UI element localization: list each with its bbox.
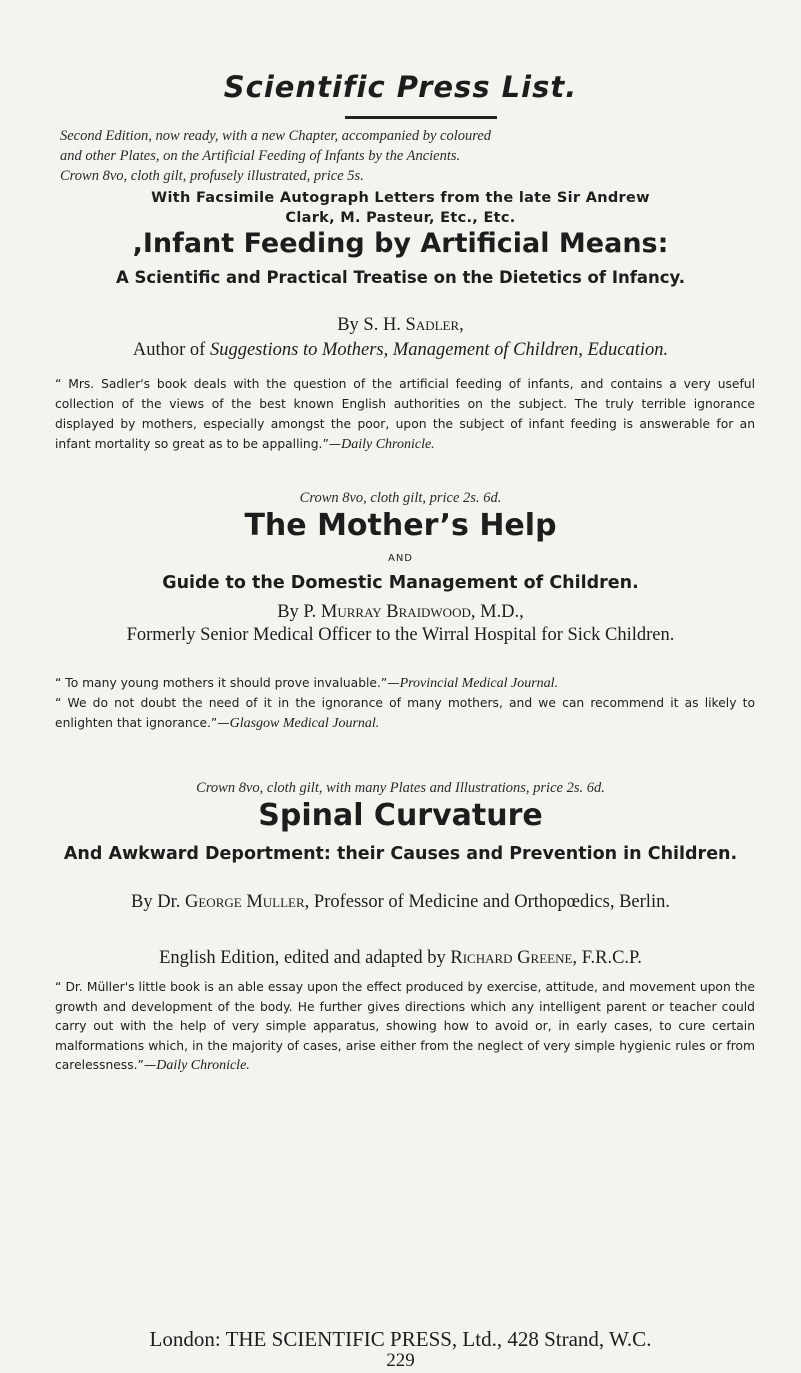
edition-note-line2: and other Plates, on the Artificial Feeding of Infants by the Ancients. (60, 148, 461, 164)
editor-line (30, 946, 771, 970)
review-mothers-help-1 (55, 673, 755, 694)
and-connector: AND (387, 553, 414, 564)
review-source: Glasgow Medical Journal. (229, 716, 380, 731)
author-prefix: By Dr. (131, 892, 181, 912)
format-line-spinal: Crown 8vo, cloth gilt, with many Plates and Illustrations, price 2s. 6d. (196, 780, 605, 796)
review-text: “ We do not doubt the need of it in the ignorance of many mothers, and we can recommend it as likely to enlighten that ignorance.”— (55, 696, 755, 730)
editor-suffix: F.R.C.P. (581, 948, 642, 968)
edition-note-line3: Crown 8vo, cloth gilt, profusely illustrated, price 5s. (60, 168, 364, 184)
author-works: Suggestions to Mothers, Management of Children, Education. (209, 340, 669, 360)
book-title-mothers-help: The Mother’s Help (244, 508, 557, 543)
review-source: Daily Chronicle. (341, 437, 435, 452)
author-line-sadler (30, 313, 771, 337)
editor-name: Richard Greene, (450, 948, 578, 968)
review-spinal (55, 978, 755, 1076)
author-prefix: By (337, 315, 359, 335)
author-prefix: By (277, 602, 299, 622)
page-number: 229 (386, 1350, 415, 1371)
review-text: “ Dr. Müller's little book is an able essay upon the effect produced by exercise, attitude, and movement upon the growth and development of the body. He further gives directions which any intelligent parent or teacher could carry out with the help of very simple apparatus, showing how to avoid or, in early cases, to cure certain malformations which, in the majority of cases, arise either from the neglect of very simple hygienic rules or from carelessness.”— (55, 980, 755, 1072)
author-of-prefix: Author of (132, 340, 206, 360)
edition-prefix: English Edition, edited and adapted by (159, 948, 446, 968)
review-source: Daily Chronicle. (156, 1058, 250, 1073)
author-name: George Muller, (185, 892, 310, 912)
book-subtitle-infant-feeding: A Scientific and Practical Treatise on the Dietetics of Infancy. (115, 268, 686, 287)
edition-note-line1: Second Edition, now ready, with a new Chapter, accompanied by coloured (60, 128, 492, 144)
author-works-line (30, 338, 771, 362)
author-name: S. H. Sadler, (363, 315, 464, 335)
review-text: “ To many young mothers it should prove invaluable.”— (55, 676, 400, 690)
author-line-braidwood (30, 600, 771, 624)
book-title-spinal: Spinal Curvature (258, 798, 543, 833)
facsimile-line1: With Facsimile Autograph Letters from the late Sir Andrew (151, 190, 650, 206)
book-title-infant-feeding: ,Infant Feeding by Artificial Means: (132, 228, 669, 259)
review-mothers-help-2 (55, 693, 755, 734)
format-line-mothers-help: Crown 8vo, cloth gilt, price 2s. 6d. (299, 490, 502, 506)
review-infant-feeding (55, 374, 755, 455)
review-text: “ Mrs. Sadler's book deals with the question of the artificial feeding of infants, and contains a very useful collection of the views of the best known English authorities on the subject. The truly terrible ignorance displayed by mothers, especially amongst the poor, upon the subject of infant feeding is answerable for an infant mortality so great as to be appalling.”— (55, 377, 755, 451)
author-line-muller (30, 890, 771, 914)
book-subtitle-mothers-help: Guide to the Domestic Management of Children. (162, 573, 639, 593)
publisher-line: London: THE SCIENTIFIC PRESS, Ltd., 428 Strand, W.C. (149, 1327, 652, 1351)
facsimile-line2: Clark, M. Pasteur, Etc., Etc. (285, 210, 516, 226)
review-source: Provincial Medical Journal. (399, 676, 559, 691)
author-name: P. Murray Braidwood, M.D., (303, 602, 524, 622)
book-subtitle-spinal: And Awkward Deportment: their Causes and Prevention in Children. (63, 844, 738, 864)
title-rule (345, 116, 497, 119)
page-title: Scientific Press List. (223, 70, 578, 104)
author-role-braidwood: Formerly Senior Medical Officer to the Wirral Hospital for Sick Children. (126, 625, 675, 645)
author-role: Professor of Medicine and Orthopœdics, Berlin. (313, 892, 670, 912)
